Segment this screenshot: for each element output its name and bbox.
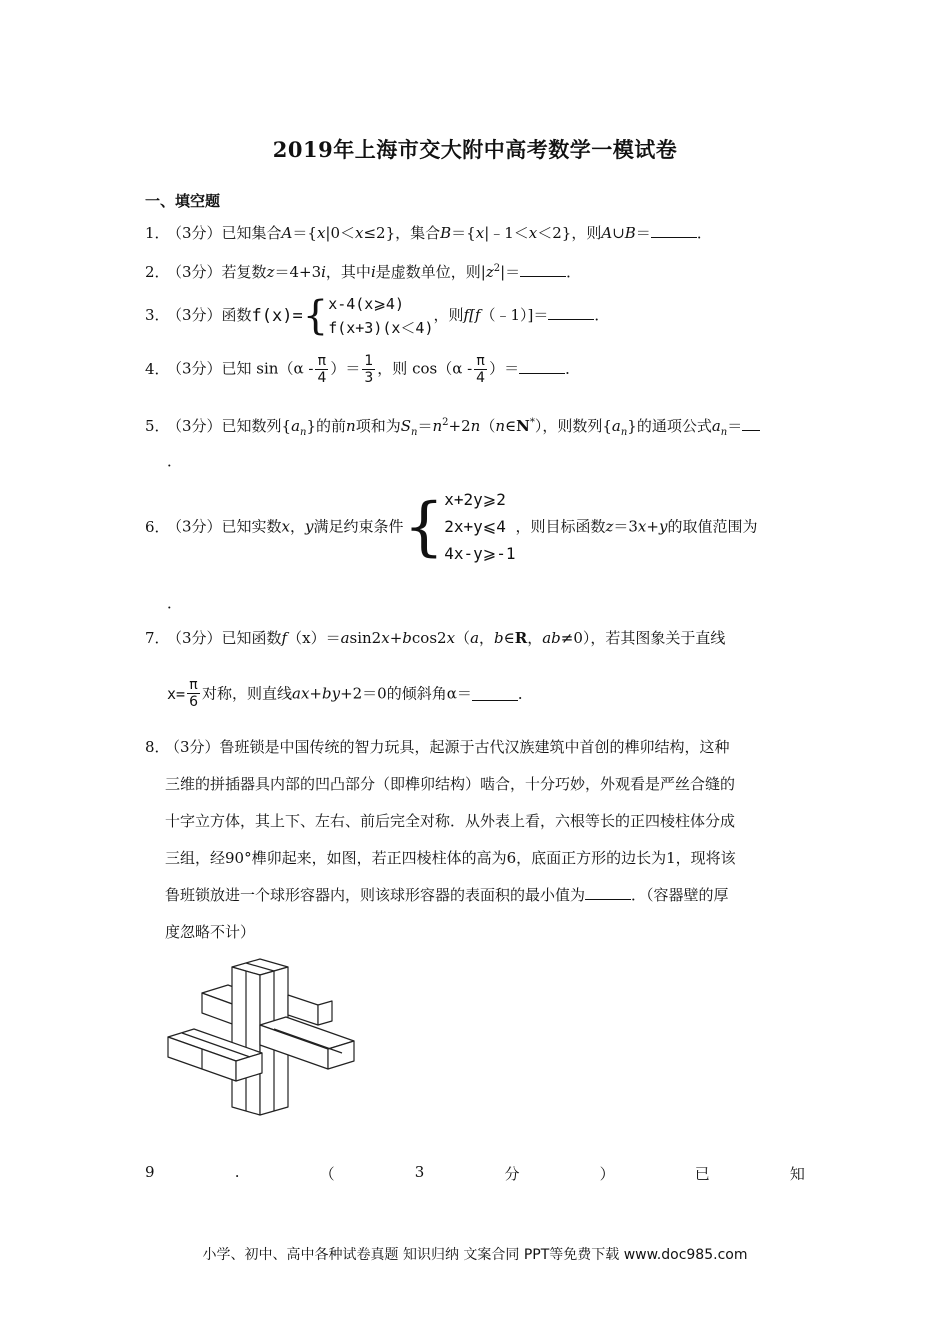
question-5: 5．（3分）已知数列$\{a_n\}$的前n项和为$S_n=n^2+2n(n\in N^*)$，则数列$\{a_n\}$的通项公式$a_n=$ bbox=[145, 412, 760, 444]
answer-blank bbox=[548, 305, 594, 320]
question-3: 3．（3分）函数f(x)={ x-4(x⩾4) f(x+3)(x＜4) ，则f[f（﹣1）]＝ ． bbox=[145, 293, 610, 339]
answer-blank bbox=[651, 223, 697, 238]
question-1: 1．（3分）已知集合A＝{x|0＜x≤2}，集合B＝{x|﹣1＜x＜2}，则A∪B＝ ． bbox=[145, 224, 712, 242]
constraint-system: x+2y⩾2 2x+y⩽4 4x-y⩾-1 bbox=[444, 490, 516, 563]
brace-symbol: { bbox=[302, 293, 329, 339]
question-8-number: 8． bbox=[145, 738, 170, 756]
fraction-pi-4: $\frac{\pi}{4}$ bbox=[476, 353, 486, 386]
page-title: 2019年上海市交大附中高考数学一模试卷 bbox=[272, 137, 678, 162]
piecewise-system: x-4(x⩾4) f(x+3)(x＜4) bbox=[328, 295, 434, 337]
question-6: 6．（3分）已知实数x，y满足约束条件{ x+2y⩾2 2x+y⩽4 4x-y⩾-1 ，则目标函数z＝3x+y的取值范围为 bbox=[145, 486, 757, 567]
question-7: 7．（3分）已知函数f（x）＝asin2x+bcos2x（a，b∈R，ab≠0），若其图象关于直线 bbox=[145, 629, 726, 647]
fraction-pi-6: $\frac{\pi}{6}$ bbox=[189, 677, 198, 710]
question-7-line2: x= $\frac{\pi}{6}$ 对称，则直线ax+by+2＝0的倾斜角α＝ ． bbox=[167, 677, 533, 710]
answer-blank bbox=[520, 262, 566, 277]
question-5-end: ． bbox=[167, 452, 183, 470]
question-number: 1． bbox=[145, 224, 170, 242]
footer-text: 小学、初中、高中各种试卷真题 知识归纳 文案合同 PPT等免费下载 www.doc985.com bbox=[202, 1247, 748, 1263]
question-8: （3分）鲁班锁是中国传统的智力玩具，起源于古代汉族建筑中首创的榫卯结构，这种 三维的拼插器具内部的凹凸部分（即榫卯结构）啮合，十分巧妙，外观看是严丝合缝的 十字立方体，其上下、左右、前后完全对称．从外表上看，六根等长的正四棱柱体分成 三组，经90°榫卯起来，如图，若正四棱柱体的高为6，底面正方形的边长为1，现将该 鲁班锁放进一个球形容器内，则该球形容器的表面积的最小值为 ．（容器壁的厚 度忽略不计） bbox=[165, 738, 736, 941]
brace-symbol: { bbox=[403, 489, 445, 564]
luban-lock-figure bbox=[162, 955, 362, 1125]
question-2: 2．（3分）若复数z＝4+3i，其中i是虚数单位，则$|z^2|=$ ． bbox=[145, 263, 582, 281]
fraction-pi-4: $\frac{\pi}{4}$ bbox=[317, 353, 327, 386]
section-heading: 一、填空题 bbox=[145, 192, 221, 210]
question-9: 9 . （ 3 分 ） 已 知 bbox=[145, 1163, 805, 1183]
question-4: 4．（3分）已知 sin（α - $\frac{\pi}{4}$ ）＝ $\frac{1}{3}$ ，则 cos（α - $\frac{\pi}{4}$ ）＝ ． bbox=[145, 353, 581, 386]
fraction-1-3: $\frac{1}{3}$ bbox=[364, 353, 374, 386]
answer-blank bbox=[585, 885, 631, 900]
answer-blank bbox=[472, 686, 518, 701]
answer-blank bbox=[519, 359, 565, 374]
question-6-end: ． bbox=[167, 594, 183, 612]
answer-blank bbox=[742, 416, 760, 431]
